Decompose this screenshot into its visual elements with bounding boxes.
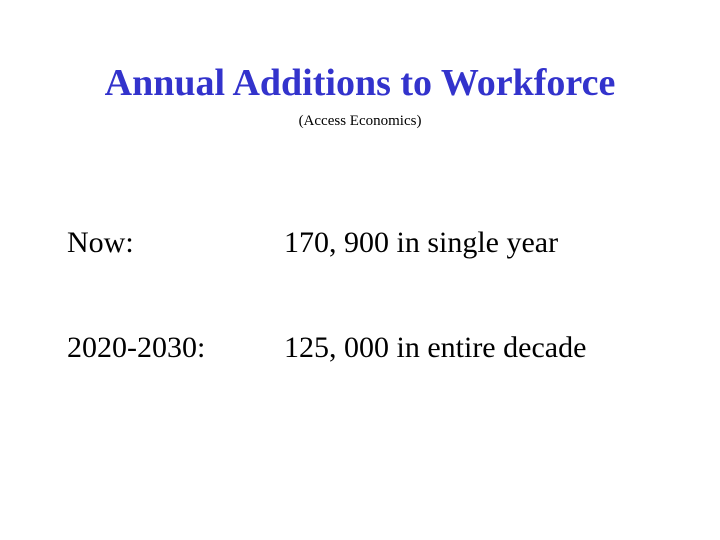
slide-subtitle: (Access Economics) [298,113,422,129]
row-label: 2020-2030: [67,331,206,364]
row-value: 125, 000 in entire decade [284,331,587,364]
data-row [0,328,720,368]
slide-title: Annual Additions to Workforce [104,62,616,104]
data-row [0,223,720,263]
row-value: 170, 900 in single year [284,226,559,259]
row-label: Now: [67,226,134,259]
